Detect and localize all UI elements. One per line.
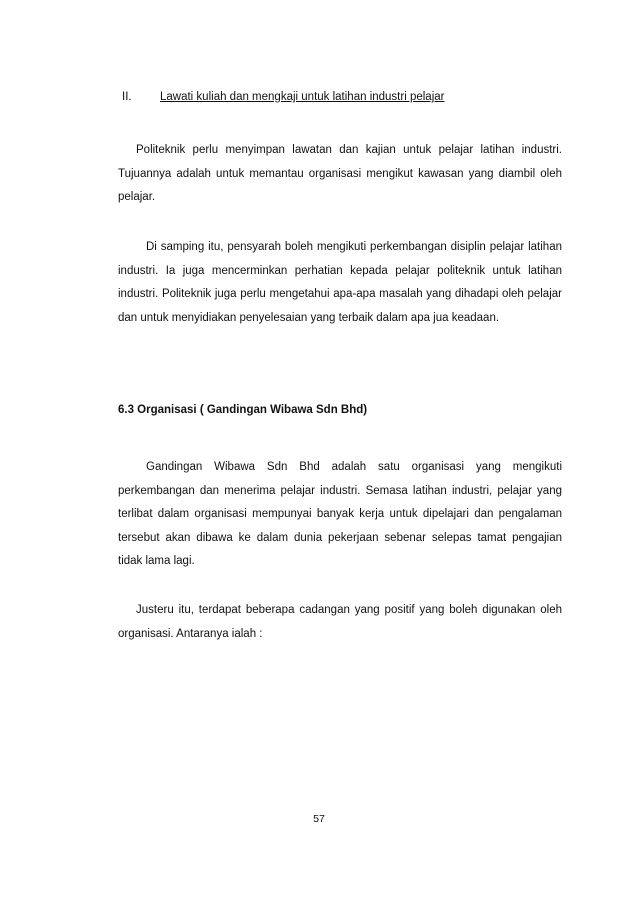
section-heading: 6.3 Organisasi ( Gandingan Wibawa Sdn Bhd) <box>118 404 368 416</box>
paragraph-4-text: Justeru itu, terdapat beberapa cadangan yang positif yang boleh digunakan oleh organisasi. Antaranya ialah : <box>118 604 562 640</box>
paragraph-2-text: Di samping itu, pensyarah boleh mengikuti perkembangan disiplin pelajar latihan industri. Ia juga mencerminkan perhatian kepada pelajar politeknik untuk latihan industri. Politeknik juga perlu mengetahui apa-apa masalah yang dihadapi oleh pelajar dan untuk menyidiakan penyelesaian yang terbaik dalam apa jua keadaan. <box>118 241 562 324</box>
paragraph-4 <box>118 599 562 646</box>
subheading-ii <box>122 89 444 105</box>
subheading-number: II. <box>122 91 132 103</box>
paragraph-3-text: Gandingan Wibawa Sdn Bhd adalah satu organisasi yang mengikuti perkembangan dan menerima pelajar industri. Semasa latihan industri, pelajar yang terlibat dalam organisasi mempunyai banyak kerja untuk dipelajari dan pengalaman tersebut akan dibawa ke dalam dunia pekerjaan sebenar selepas tamat pengajian tidak lama lagi. <box>118 461 562 567</box>
page-number: 57 <box>313 813 325 825</box>
paragraph-1-text: Politeknik perlu menyimpan lawatan dan kajian untuk pelajar latihan industri. Tujuannya adalah untuk memantau organisasi mengikut kawasan yang diambil oleh pelajar. <box>118 144 562 203</box>
paragraph-1 <box>118 139 562 210</box>
paragraph-2 <box>118 236 562 330</box>
subheading-text: Lawati kuliah dan mengkaji untuk latihan industri pelajar <box>160 91 445 103</box>
paragraph-3 <box>118 456 562 574</box>
